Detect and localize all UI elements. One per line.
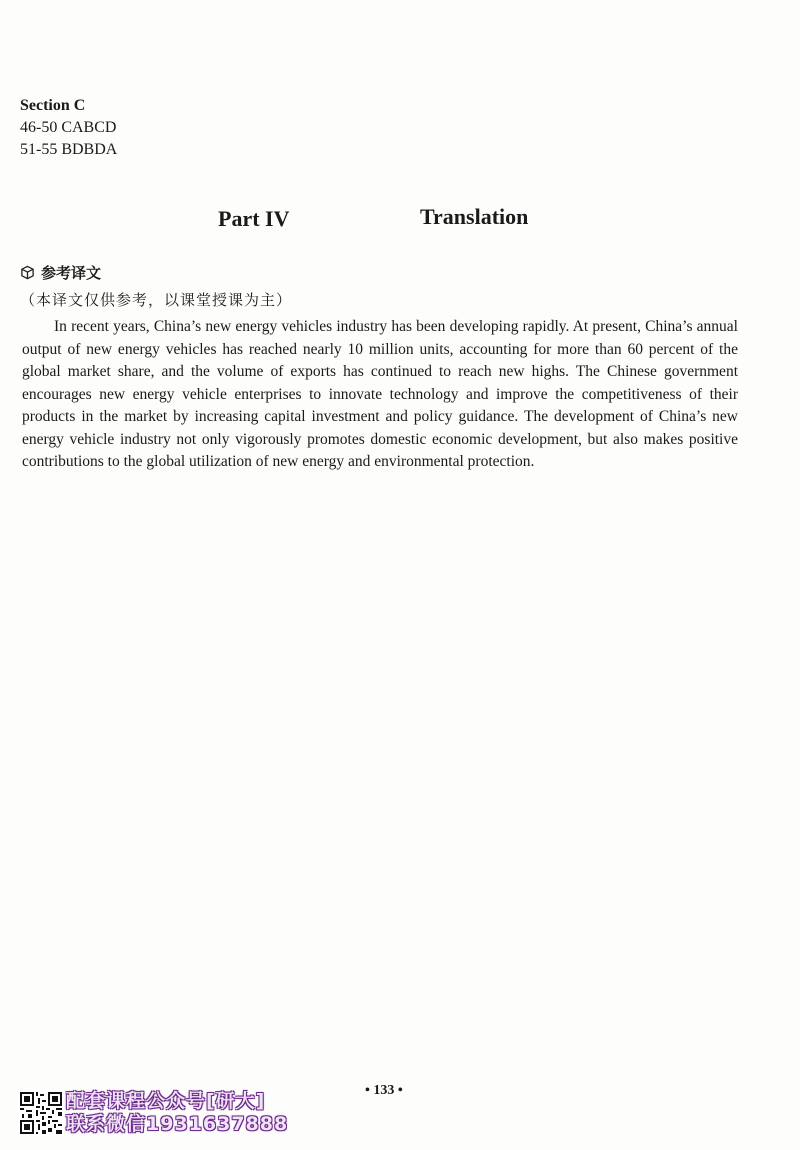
reference-translation-heading xyxy=(20,262,101,283)
reference-note: （本译文仅供参考，以课堂授课为主） xyxy=(20,291,293,309)
cube-icon xyxy=(20,265,35,280)
translation-paragraph: In recent years, China’s new energy vehicles industry has been developing rapidly. At present, China’s annual output of new energy vehicles has reached nearly 10 million units, accounting for more than 60 percent of the global market share, and the volume of exports has continued to reach new highs. The Chinese government encourages new energy vehicle enterprises to innovate technology and improve the competitiveness of their products in the market by increasing capital investment and policy guidance. The development of China’s new energy vehicle industry not only vigorously promotes domestic economic development, but also makes positive contributions to the global utilization of new energy and environmental protection. xyxy=(22,318,738,470)
page-number: • 133 • xyxy=(365,1083,403,1098)
watermark-line-1: 配套课程公众号[研大] xyxy=(66,1090,266,1112)
footer-watermark xyxy=(18,1090,288,1136)
qr-code-icon xyxy=(18,1090,64,1136)
answer-line: 46-50 CABCD xyxy=(20,119,117,136)
reference-label: 参考译文 xyxy=(41,264,102,282)
section-c-title: Section C xyxy=(20,97,86,114)
part-heading xyxy=(0,206,800,240)
answer-line: 51-55 BDBDA xyxy=(20,141,118,158)
section-c-answers xyxy=(20,95,117,161)
part-title: Translation xyxy=(420,204,529,229)
watermark-line-2: 联系微信1931637888 xyxy=(66,1113,289,1135)
part-label: Part IV xyxy=(218,206,290,231)
